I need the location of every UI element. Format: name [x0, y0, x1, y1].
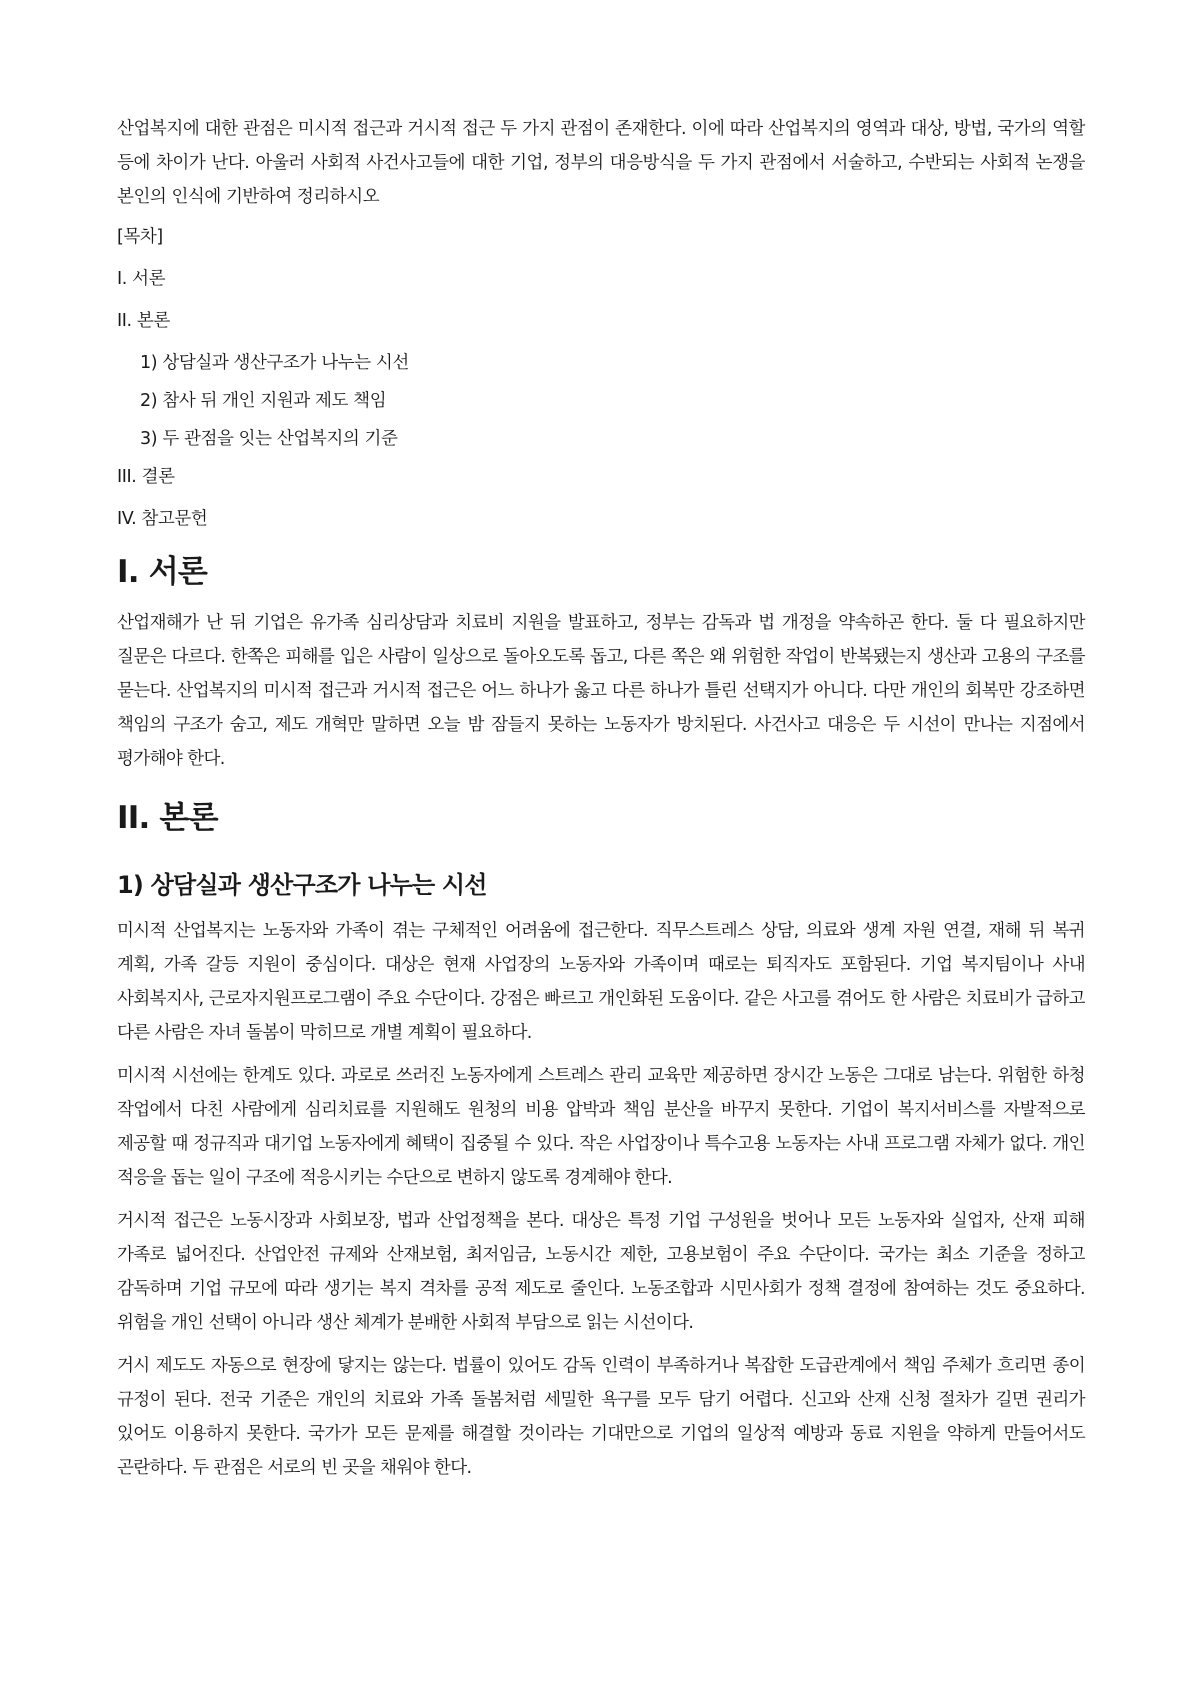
section-heading-intro: I. 서론	[117, 554, 207, 590]
toc-title: [목차]	[117, 227, 163, 247]
body-paragraph: 거시적 접근은 노동시장과 사회보장, 법과 산업정책을 본다. 대상은 특정 기업 구성원을 벗어나 모든 노동자와 실업자, 산재 피해 가족로 넓어진다. 산업안전 규제와 산재보험, 최저임금, 노동시간 제한, 고용보험이 주요 수단이다. 국가는 최소 기준을 정하고 감독하며 기업 규모에 따라 생기는 복지 격차를 공적 제도로 줄인다. 노동조합과 시민사회가 정책 결정에 참여하는 것도 중요하다. 위험을 개인 선택이 아니라 생산 체계가 분배한 사회적 부담으로 읽는 시선이다.	[117, 1211, 1085, 1333]
body-paragraph: 거시 제도도 자동으로 현장에 닿지는 않는다. 법률이 있어도 감독 인력이 부족하거나 복잡한 도급관계에서 책임 주체가 흐리면 종이 규정이 된다. 전국 기준은 개인의 치료와 가족 돌봄처럼 세밀한 욕구를 모두 담기 어렵다. 신고와 산재 신청 절차가 길면 권리가 있어도 이용하지 못한다. 국가가 모든 문제를 해결할 것이라는 기대만으로 기업의 일상적 예방과 동료 지원을 약하게 만들어서도 곤란하다. 두 관점은 서로의 빈 곳을 채워야 한다.	[117, 1356, 1085, 1478]
toc-item-intro: I. 서론	[117, 269, 166, 289]
toc-subitem-3: 3) 두 관점을 잇는 산업복지의 기준	[140, 429, 398, 449]
body-paragraph: 미시적 시선에는 한계도 있다. 과로로 쓰러진 노동자에게 스트레스 관리 교육만 제공하면 장시간 노동은 그대로 남는다. 위험한 하청 작업에서 다친 사람에게 심리치료를 지원해도 원청의 비용 압박과 책임 분산을 바꾸지 못한다. 기업이 복지서비스를 자발적으로 제공할 때 정규직과 대기업 노동자에게 혜택이 집중될 수 있다. 작은 사업장이나 특수고용 노동자는 사내 프로그램 자체가 없다. 개인 적응을 돕는 일이 구조에 적응시키는 수단으로 변하지 않도록 경계해야 한다.	[117, 1066, 1085, 1188]
body-paragraph: 미시적 산업복지는 노동자와 가족이 겪는 구체적인 어려움에 접근한다. 직무스트레스 상담, 의료와 생계 자원 연결, 재해 뒤 복귀 계획, 가족 갈등 지원이 중심이다. 대상은 현재 사업장의 노동자와 가족이며 때로는 퇴직자도 포함된다. 기업 복지팀이나 사내 사회복지사, 근로자지원프로그램이 주요 수단이다. 강점은 빠르고 개인화된 도움이다. 같은 사고를 겪어도 한 사람은 치료비가 급하고 다른 사람은 자녀 돌봄이 막히므로 개별 계획이 필요하다.	[117, 921, 1085, 1043]
toc-item-conclusion: III. 결론	[117, 467, 175, 487]
toc-item-references: IV. 참고문헌	[117, 509, 208, 529]
assignment-prompt: 산업복지에 대한 관점은 미시적 접근과 거시적 접근 두 가지 관점이 존재한다. 이에 따라 산업복지의 영역과 대상, 방법, 국가의 역할 등에 차이가 난다. 아울러 사회적 사건사고들에 대한 기업, 정부의 대응방식을 두 가지 관점에서 서술하고, 수반되는 사회적 논쟁을 본인의 인식에 기반하여 정리하시오	[117, 119, 1085, 207]
toc-subitem-2: 2) 참사 뒤 개인 지원과 제도 책임	[140, 391, 387, 411]
toc-subitem-1: 1) 상담실과 생산구조가 나누는 시선	[140, 353, 409, 373]
table-of-contents	[117, 226, 1085, 530]
toc-item-main: II. 본론	[117, 311, 170, 331]
subsection-heading-1: 1) 상담실과 생산구조가 나누는 시선	[117, 871, 487, 899]
section-heading-main: II. 본론	[117, 800, 218, 836]
intro-paragraph: 산업재해가 난 뒤 기업은 유가족 심리상담과 치료비 지원을 발표하고, 정부는 감독과 법 개정을 약속하곤 한다. 둘 다 필요하지만 질문은 다르다. 한쪽은 피해를 입은 사람이 일상으로 돌아오도록 돕고, 다른 쪽은 왜 위험한 작업이 반복됐는지 생산과 고용의 구조를 묻는다. 산업복지의 미시적 접근과 거시적 접근은 어느 하나가 옳고 다른 하나가 틀린 선택지가 아니다. 다만 개인의 회복만 강조하면 책임의 구조가 숨고, 제도 개혁만 말하면 오늘 밤 잠들지 못하는 노동자가 방치된다. 사건사고 대응은 두 시선이 만나는 지점에서 평가해야 한다.	[117, 613, 1085, 769]
